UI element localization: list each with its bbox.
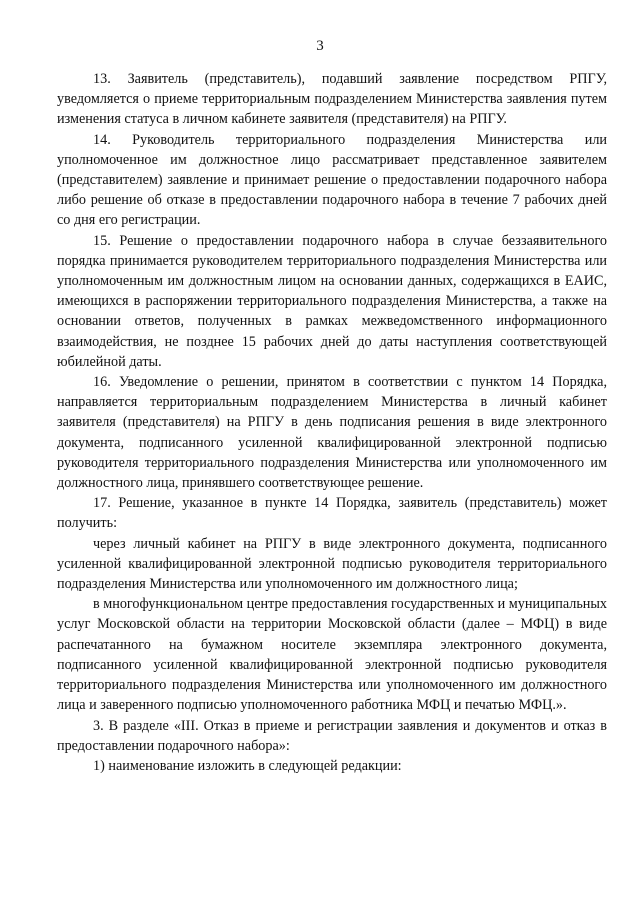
document-body [57, 69, 607, 776]
paragraph-14: 14. Руководитель территориального подразделения Министерства или уполномоченное им должностное лицо рассматривает представленное заявителем (представителем) заявление и принимает решение о предоставлении подарочного набора либо решение об отказе в предоставлении подарочного набора в течение 7 рабочих дней со дня его регистрации. [57, 131, 607, 229]
paragraph-16: 16. Уведомление о решении, принятом в соответствии с пунктом 14 Порядка, направляется территориальным подразделением Министерства в личный кабинет заявителя (представителя) на РПГУ в день подписания решения в виде электронного документа, подписанного усиленной квалифицированной электронной подписью руководителя территориального подразделения Министерства или уполномоченного им должностного лица, принявшего соответствующее решение. [57, 374, 607, 492]
paragraph-15: 15. Решение о предоставлении подарочного набора в случае беззаявительного порядка принимается руководителем территориального подразделения Министерства или уполномоченным им должностным лицом на основании данных, содержащихся в ЕАИС, имеющихся в распоряжении территориального подразделения Министерства, а также на основании ответов, полученных в рамках межведомственного информационного взаимодействия, не позднее 15 рабочих дней до даты наступления соответствующей юбилейной даты. [57, 232, 607, 370]
amendment-item-3: 3. В разделе «III. Отказ в приеме и регистрации заявления и документов и отказ в предоставлении подарочного набора»: [57, 717, 607, 754]
paragraph-17: 17. Решение, указанное в пункте 14 Порядка, заявитель (представитель) может получить: [57, 495, 607, 532]
paragraph-17-option-rpgu: через личный кабинет на РПГУ в виде электронного документа, подписанного усиленной квалифицированной электронной подписью руководителя территориального подразделения Министерства или уполномоченного им должностного лица; [57, 535, 607, 593]
paragraph-17-option-mfc: в многофункциональном центре предоставления государственных и муниципальных услуг Московской области на территории Московской области (далее – МФЦ) в виде распечатанного на бумажном носителе экземпляра электронного документа, подписанного усиленной квалифицированной электронной подписью руководителя территориального подразделения Министерства или уполномоченного им должностного лица и заверенного подписью уполномоченного работника МФЦ и печатью МФЦ.». [57, 596, 608, 714]
paragraph-13: 13. Заявитель (представитель), подавший заявление посредством РПГУ, уведомляется о приеме территориальным подразделением Министерства заявления путем изменения статуса в личном кабинете заявителя (представителя) на РПГУ. [57, 71, 607, 128]
page-number: 3 [316, 38, 324, 54]
amendment-subitem-1: 1) наименование изложить в следующей редакции: [93, 757, 402, 774]
